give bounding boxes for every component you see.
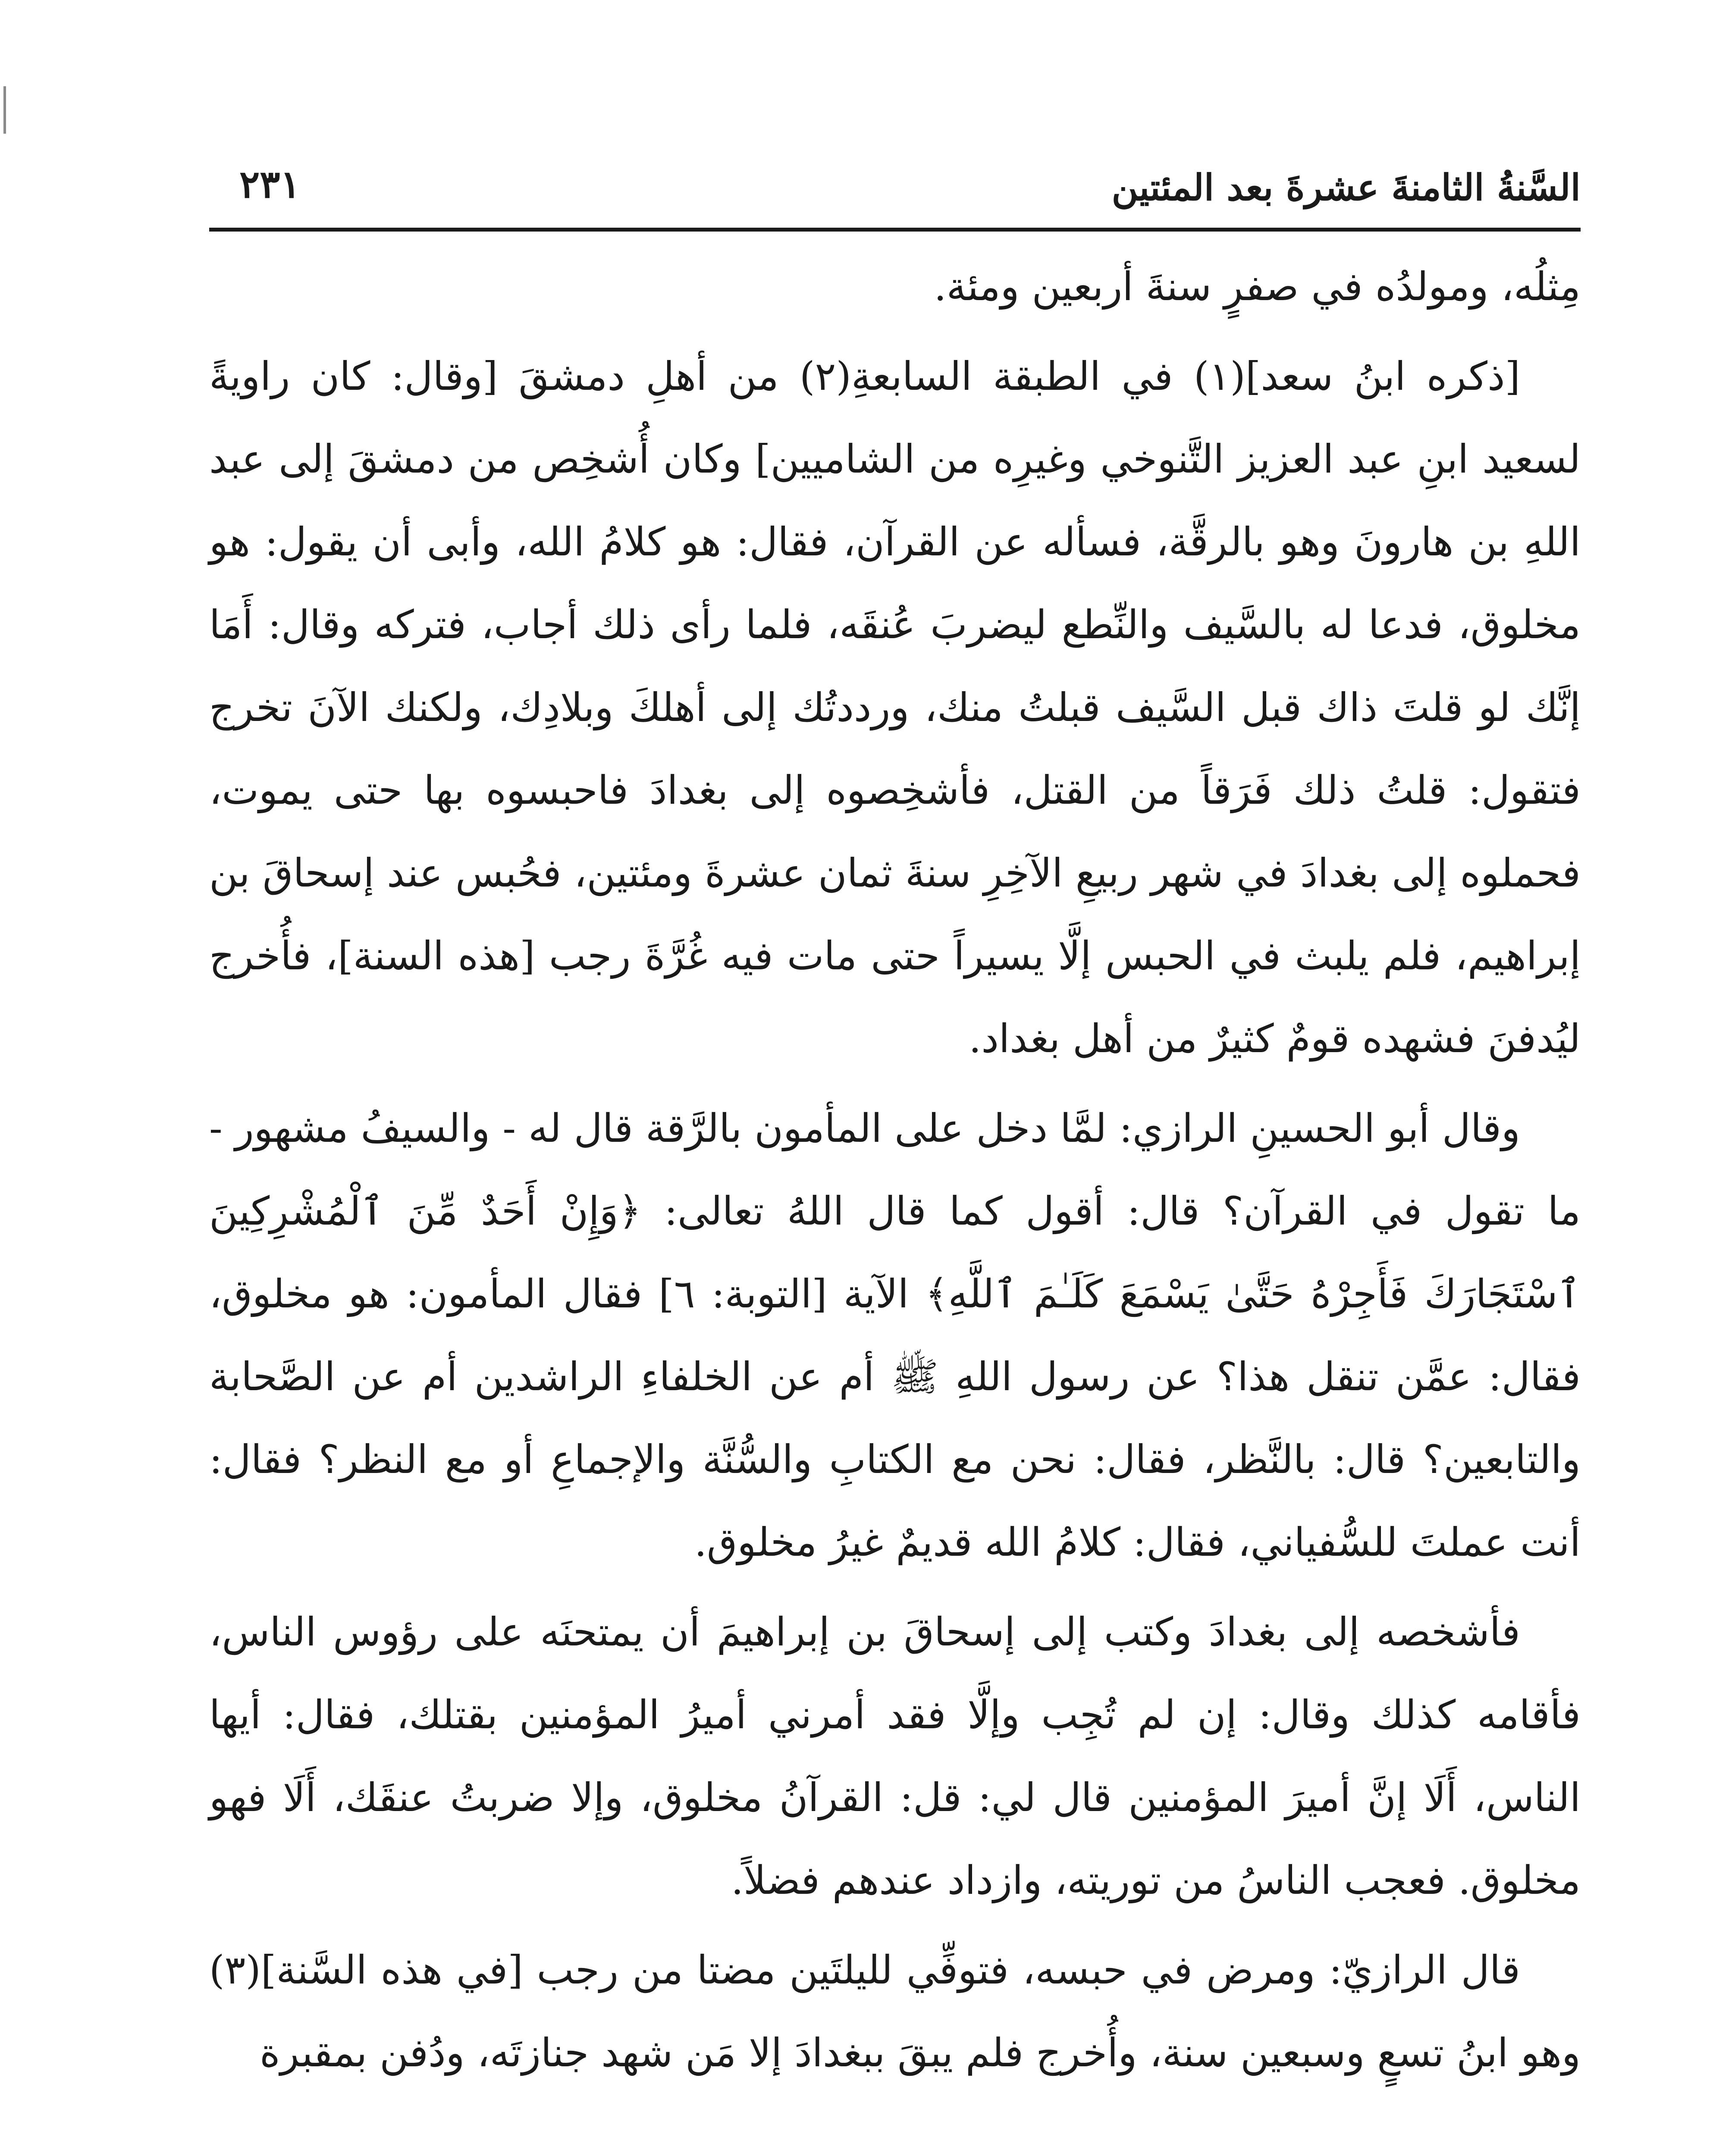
running-header (209, 149, 1581, 213)
paragraph: مِثلُه، ومولدُه في صفرٍ سنةَ أربعين ومئة. (934, 264, 1581, 310)
paragraph: وقال أبو الحسينِ الرازي: لمَّا دخل على المأمون بالرَّقة قال له - والسيفُ مشهور - ما تقول في القرآن؟ قال: أقول كما قال اللهُ تعالى: ﴿وَإِنْ أَحَدٌ مِّنَ ٱلْمُشْرِكِينَ ٱسْتَجَارَكَ فَأَجِرْهُ حَتَّىٰ يَسْمَعَ كَلَـٰمَ ٱللَّهِ﴾ الآية [التوبة: ٦] فقال المأمون: هو مخلوق، فقال: عمَّن تنقل هذا؟ عن رسول اللهِ ﷺ أم عن الخلفاءِ الراشدين أم عن الصَّحابة والتابعين؟ قال: بالنَّظر، فقال: نحن مع الكتابِ والسُّنَّة والإجماعِ أو مع النظر؟ فقال: أنت عملتَ للسُّفياني، فقال: كلامُ الله قديمٌ غيرُ مخلوق. (209, 1106, 1581, 1565)
header-divider (209, 228, 1581, 232)
main-text (209, 246, 1581, 2095)
running-title: السَّنةُ الثامنةَ عشرةَ بعد المئتين (1111, 166, 1581, 209)
page-number: ٢٣١ (239, 162, 301, 207)
paragraph: قال الرازيّ: ومرض في حبسه، فتوفِّي لليلتَين مضتا من رجب [في هذه السَّنة](٣) وهو ابنُ تسعٍ وسبعين سنة، وأُخرج فلم يبقَ ببغدادَ إلا مَن شهد جنازتَه، ودُفن بمقبرة (209, 1948, 1581, 2076)
paragraph: فأشخصه إلى بغدادَ وكتب إلى إسحاقَ بن إبراهيمَ أن يمتحنَه على رؤوس الناس، فأقامه كذلك وقال: إن لم تُجِب وإلَّا فقد أمرني أميرُ المؤمنين بقتلك، فقال: أيها الناس، أَلَا إنَّ أميرَ المؤمنين قال لي: قل: القرآنُ مخلوق، وإلا ضربتُ عنقَك، أَلَا فهو مخلوق. فعجب الناسُ من توريته، وازداد عندهم فضلاً. (209, 1610, 1581, 1903)
paragraph: [ذكره ابنُ سعد](١) في الطبقة السابعةِ(٢) من أهلِ دمشقَ [وقال: كان راويةً لسعيد ابنِ عبد العزيز التَّنوخي وغيرِه من الشاميين] وكان أُشخِص من دمشقَ إلى عبد اللهِ بن هارونَ وهو بالرقَّة، فسأله عن القرآن، فقال: هو كلامُ الله، وأبى أن يقول: هو مخلوق، فدعا له بالسَّيف والنِّطع ليضربَ عُنقَه، فلما رأى ذلك أجاب، فتركه وقال: أَمَا إنَّك لو قلتَ ذاك قبل السَّيف قبلتُ منك، ورددتُك إلى أهلكَ وبلادِك، ولكنك الآنَ تخرج فتقول: قلتُ ذلك فَرَقاً من القتل، فأشخِصوه إلى بغدادَ فاحبسوه بها حتى يموت، فحملوه إلى بغدادَ في شهر ربيعِ الآخِرِ سنةَ ثمان عشرةَ ومئتين، فحُبس عند إسحاقَ بن إبراهيم، فلم يلبث في الحبس إلَّا يسيراً حتى مات فيه غُرَّةَ رجب [هذه السنة]، فأُخرج ليُدفنَ فشهده قومٌ كثيرٌ من أهل بغداد. (209, 354, 1581, 1062)
scan-edge-mark (3, 86, 6, 134)
